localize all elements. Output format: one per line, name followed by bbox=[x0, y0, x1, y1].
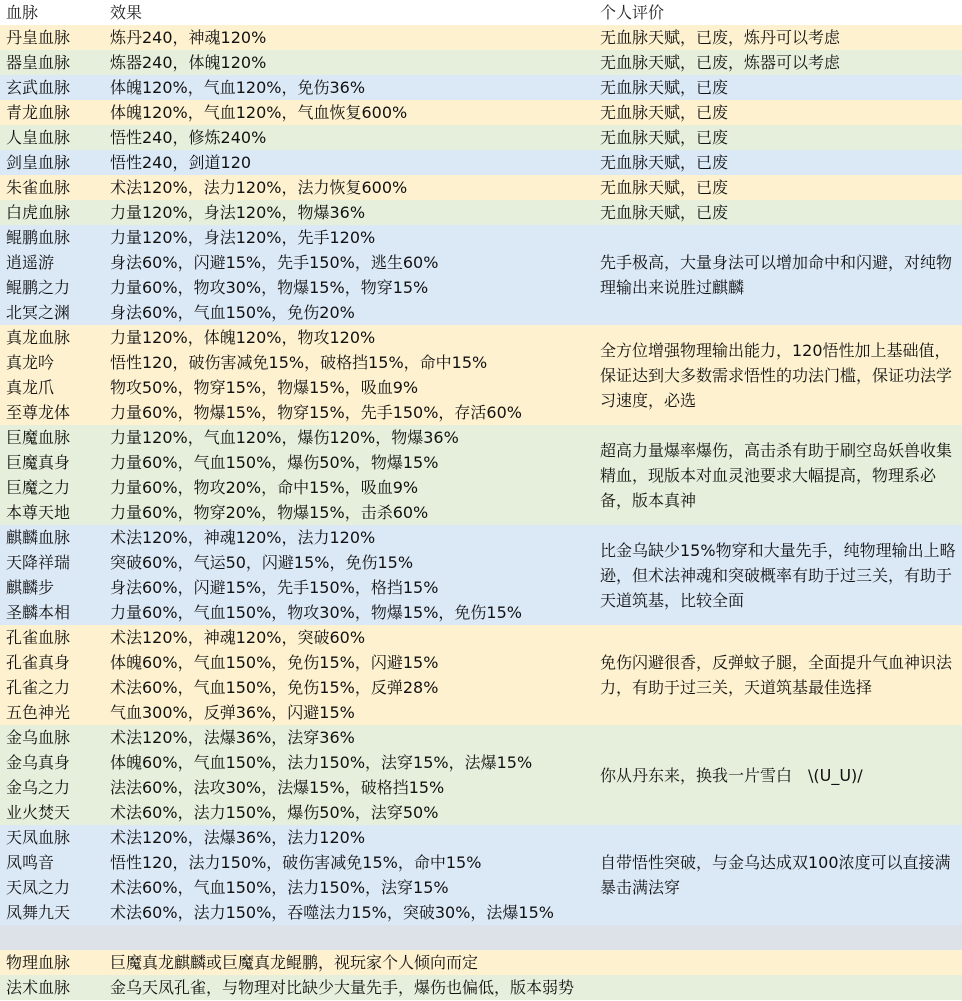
effect-cell[interactable]: 力量120%，气血120%，爆伤120%，物爆36% bbox=[104, 425, 594, 450]
bloodline-name-cell[interactable]: 金乌血脉 bbox=[0, 725, 104, 750]
bloodline-name-cell[interactable]: 青龙血脉 bbox=[0, 100, 104, 125]
bloodline-name-cell[interactable]: 天凤之力 bbox=[0, 875, 104, 900]
bloodline-name-cell[interactable]: 真龙吟 bbox=[0, 350, 104, 375]
effect-cell[interactable]: 体魄60%，气血150%，法力150%，法穿15%，法爆15% bbox=[104, 750, 594, 775]
effect-cell[interactable]: 术法120%，法爆36%，法穿36% bbox=[104, 725, 594, 750]
bloodline-name-cell[interactable]: 孔雀真身 bbox=[0, 650, 104, 675]
bloodline-name-cell[interactable]: 真龙血脉 bbox=[0, 325, 104, 350]
bloodline-name-cell[interactable]: 麒麟步 bbox=[0, 575, 104, 600]
bloodline-name-cell[interactable]: 天降祥瑞 bbox=[0, 550, 104, 575]
table-row bbox=[0, 100, 962, 125]
review-cell[interactable]: 无血脉天赋，已废 bbox=[594, 125, 962, 150]
effect-cell[interactable]: 术法120%，法爆36%，法力120% bbox=[104, 825, 594, 850]
bloodline-name-cell[interactable]: 鲲鹏血脉 bbox=[0, 225, 104, 250]
bloodline-name-cell[interactable]: 器皇血脉 bbox=[0, 50, 104, 75]
bloodline-name-cell[interactable]: 巨魔真身 bbox=[0, 450, 104, 475]
effect-cell[interactable]: 身法60%，闪避15%，先手150%，格挡15% bbox=[104, 575, 594, 600]
bloodline-name-cell[interactable]: 凤舞九天 bbox=[0, 900, 104, 925]
table-row bbox=[0, 175, 962, 200]
bloodline-name-cell[interactable]: 剑皇血脉 bbox=[0, 150, 104, 175]
table-row bbox=[0, 525, 962, 550]
review-cell[interactable]: 先手极高，大量身法可以增加命中和闪避，对纯物理输出来说胜过麒麟 bbox=[594, 225, 962, 325]
bloodline-name-cell[interactable]: 巨魔之力 bbox=[0, 475, 104, 500]
bloodline-name-cell[interactable]: 凤鸣音 bbox=[0, 850, 104, 875]
effect-cell[interactable]: 悟性120，破伤害减免15%，破格挡15%，命中15% bbox=[104, 350, 594, 375]
header-row bbox=[0, 0, 962, 25]
bloodline-name-cell[interactable]: 五色神光 bbox=[0, 700, 104, 725]
effect-cell[interactable]: 术法60%，气血150%，免伤15%，反弹28% bbox=[104, 675, 594, 700]
summary-text[interactable]: 巨魔真龙麒麟或巨魔真龙鲲鹏，视玩家个人倾向而定 bbox=[104, 950, 962, 975]
review-cell[interactable]: 你从丹东来，换我一片雪白 \(ᑌ_ᑌ)/ bbox=[594, 725, 962, 825]
effect-cell[interactable]: 气血300%，反弹36%，闪避15% bbox=[104, 700, 594, 725]
bloodline-name-cell[interactable]: 逍遥游 bbox=[0, 250, 104, 275]
effect-cell[interactable]: 力量60%，物攻20%，命中15%，吸血9% bbox=[104, 475, 594, 500]
effect-cell[interactable]: 悟性240，剑道120 bbox=[104, 150, 594, 175]
table-row bbox=[0, 200, 962, 225]
effect-cell[interactable]: 悟性240，修炼240% bbox=[104, 125, 594, 150]
header-review[interactable]: 个人评价 bbox=[594, 0, 962, 25]
table-row bbox=[0, 150, 962, 175]
review-cell[interactable]: 无血脉天赋，已废 bbox=[594, 75, 962, 100]
effect-cell[interactable]: 术法60%，法力150%，爆伤50%，法穿50% bbox=[104, 800, 594, 825]
effect-cell[interactable]: 物攻50%，物穿15%，物爆15%，吸血9% bbox=[104, 375, 594, 400]
effect-cell[interactable]: 体魄60%，气血150%，免伤15%，闪避15% bbox=[104, 650, 594, 675]
review-cell[interactable]: 无血脉天赋，已废 bbox=[594, 175, 962, 200]
effect-cell[interactable]: 力量60%，气血150%，爆伤50%，物爆15% bbox=[104, 450, 594, 475]
bloodline-name-cell[interactable]: 圣麟本相 bbox=[0, 600, 104, 625]
review-cell[interactable]: 无血脉天赋，已废 bbox=[594, 100, 962, 125]
bloodline-name-cell[interactable]: 人皇血脉 bbox=[0, 125, 104, 150]
effect-cell[interactable]: 悟性120，法力150%，破伤害减免15%，命中15% bbox=[104, 850, 594, 875]
effect-cell[interactable]: 力量120%，体魄120%，物攻120% bbox=[104, 325, 594, 350]
summary-row-physical bbox=[0, 950, 962, 975]
table-row bbox=[0, 725, 962, 750]
effect-cell[interactable]: 力量120%，身法120%，物爆36% bbox=[104, 200, 594, 225]
bloodline-name-cell[interactable]: 鲲鹏之力 bbox=[0, 275, 104, 300]
table-row bbox=[0, 425, 962, 450]
bloodline-name-cell[interactable]: 麒麟血脉 bbox=[0, 525, 104, 550]
table-row bbox=[0, 125, 962, 150]
review-cell[interactable]: 无血脉天赋，已废，炼丹可以考虑 bbox=[594, 25, 962, 50]
effect-cell[interactable]: 术法120%，法力120%，法力恢复600% bbox=[104, 175, 594, 200]
bloodline-name-cell[interactable]: 孔雀血脉 bbox=[0, 625, 104, 650]
bloodline-name-cell[interactable]: 至尊龙体 bbox=[0, 400, 104, 425]
bloodline-name-cell[interactable]: 金乌之力 bbox=[0, 775, 104, 800]
review-cell[interactable]: 免伤闪避很香，反弹蚊子腿，全面提升气血神识法力，有助于过三关，天道筑基最佳选择 bbox=[594, 625, 962, 725]
effect-cell[interactable]: 力量60%，物攻30%，物爆15%，物穿15% bbox=[104, 275, 594, 300]
table-row bbox=[0, 225, 962, 250]
table-row bbox=[0, 625, 962, 650]
bloodline-name-cell[interactable]: 巨魔血脉 bbox=[0, 425, 104, 450]
summary-section bbox=[0, 950, 962, 1000]
review-cell[interactable]: 无血脉天赋，已废，炼器可以考虑 bbox=[594, 50, 962, 75]
review-cell[interactable]: 自带悟性突破，与金乌达成双100浓度可以直接满暴击满法穿 bbox=[594, 825, 962, 925]
effect-cell[interactable]: 炼丹240，神魂120% bbox=[104, 25, 594, 50]
bloodline-name-cell[interactable]: 丹皇血脉 bbox=[0, 25, 104, 50]
summary-name[interactable]: 法术血脉 bbox=[0, 975, 104, 1000]
summary-name[interactable]: 物理血脉 bbox=[0, 950, 104, 975]
table-row bbox=[0, 50, 962, 75]
effect-cell[interactable]: 法法60%，法攻30%，法爆15%，破格挡15% bbox=[104, 775, 594, 800]
bloodline-name-cell[interactable]: 本尊天地 bbox=[0, 500, 104, 525]
bloodline-name-cell[interactable]: 孔雀之力 bbox=[0, 675, 104, 700]
effect-cell[interactable]: 力量60%，物穿20%，物爆15%，击杀60% bbox=[104, 500, 594, 525]
table-row bbox=[0, 825, 962, 850]
review-cell[interactable]: 无血脉天赋，已废 bbox=[594, 200, 962, 225]
summary-table bbox=[0, 950, 962, 1000]
effect-cell[interactable]: 术法120%，神魂120%，法力120% bbox=[104, 525, 594, 550]
header-bloodline[interactable]: 血脉 bbox=[0, 0, 104, 25]
effect-cell[interactable]: 炼器240，体魄120% bbox=[104, 50, 594, 75]
effect-cell[interactable]: 术法60%，法力150%，吞噬法力15%，突破30%，法爆15% bbox=[104, 900, 594, 925]
effect-cell[interactable]: 突破60%，气运50，闪避15%，免伤15% bbox=[104, 550, 594, 575]
effect-cell[interactable]: 体魄120%，气血120%，气血恢复600% bbox=[104, 100, 594, 125]
header-effect[interactable]: 效果 bbox=[104, 0, 594, 25]
review-cell[interactable]: 比金乌缺少15%物穿和大量先手，纯物理输出上略逊，但术法神魂和突破概率有助于过三关，有助于天道筑基，比较全面 bbox=[594, 525, 962, 625]
bloodline-name-cell[interactable]: 白虎血脉 bbox=[0, 200, 104, 225]
effect-cell[interactable]: 力量60%，物爆15%，物穿15%，先手150%，存活60% bbox=[104, 400, 594, 425]
effect-cell[interactable]: 力量120%，身法120%，先手120% bbox=[104, 225, 594, 250]
bloodline-name-cell[interactable]: 金乌真身 bbox=[0, 750, 104, 775]
bloodline-name-cell[interactable]: 真龙爪 bbox=[0, 375, 104, 400]
bloodline-name-cell[interactable]: 业火焚天 bbox=[0, 800, 104, 825]
effect-cell[interactable]: 力量60%，气血150%，物攻30%，物爆15%，免伤15% bbox=[104, 600, 594, 625]
review-cell[interactable]: 超高力量爆率爆伤，高击杀有助于刷空岛妖兽收集精血，现版本对血灵池要求大幅提高，物理系必备，版本真神 bbox=[594, 425, 962, 525]
review-cell[interactable]: 全方位增强物理输出能力，120悟性加上基础值，保证达到大多数需求悟性的功法门槛，保证功法学习速度，必选 bbox=[594, 325, 962, 425]
bloodline-name-cell[interactable]: 玄武血脉 bbox=[0, 75, 104, 100]
review-cell[interactable]: 无血脉天赋，已废 bbox=[594, 150, 962, 175]
table-row bbox=[0, 75, 962, 100]
effect-cell[interactable]: 身法60%，气血150%，免伤20% bbox=[104, 300, 594, 325]
effect-cell[interactable]: 术法120%，神魂120%，突破60% bbox=[104, 625, 594, 650]
effect-cell[interactable]: 身法60%，闪避15%，先手150%，逃生60% bbox=[104, 250, 594, 275]
effect-cell[interactable]: 术法60%，气血150%，法力150%，法穿15% bbox=[104, 875, 594, 900]
table-row bbox=[0, 325, 962, 350]
table-row bbox=[0, 25, 962, 50]
bloodline-name-cell[interactable]: 北冥之渊 bbox=[0, 300, 104, 325]
summary-row-magic bbox=[0, 975, 962, 1000]
summary-text[interactable]: 金乌天凤孔雀，与物理对比缺少大量先手，爆伤也偏低，版本弱势 bbox=[104, 975, 962, 1000]
bloodline-name-cell[interactable]: 朱雀血脉 bbox=[0, 175, 104, 200]
effect-cell[interactable]: 体魄120%，气血120%，免伤36% bbox=[104, 75, 594, 100]
section-divider bbox=[0, 925, 962, 950]
bloodline-name-cell[interactable]: 天凤血脉 bbox=[0, 825, 104, 850]
